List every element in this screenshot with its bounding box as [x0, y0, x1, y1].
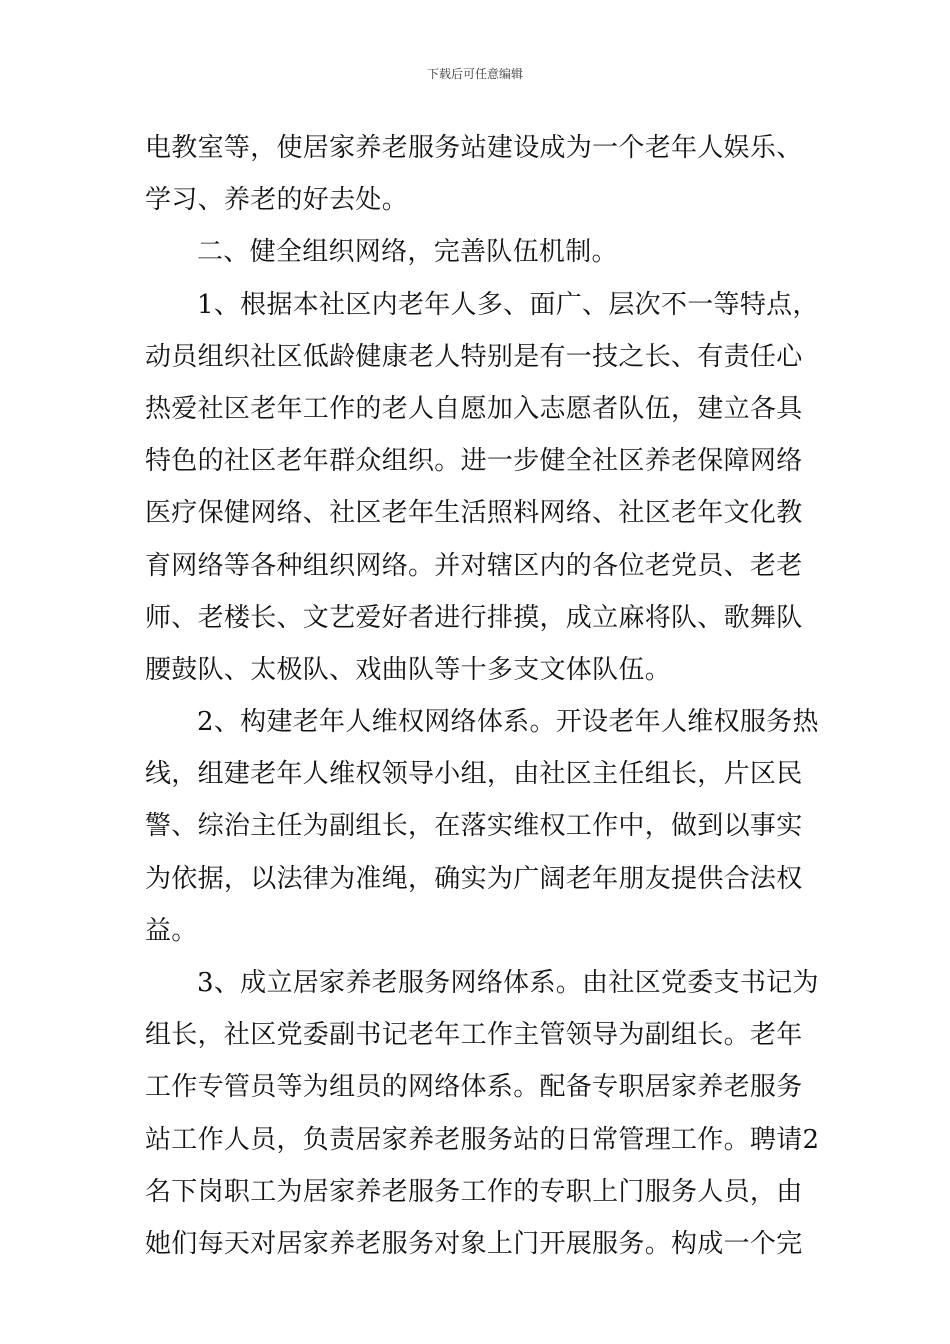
paragraph-start: 1、根据本社区内老年人多、面广、层次不一等特点， [197, 289, 819, 320]
text-line: 动员组织社区低龄健康老人特别是有一技之长、有责任心 [145, 341, 803, 372]
text-line: 育网络等各种组织网络。并对辖区内的各位老党员、老老 [145, 550, 803, 581]
document-body [145, 122, 820, 1270]
text-line: 名下岗职工为居家养老服务工作的专职上门服务人员，由 [145, 1176, 803, 1207]
text-line: 警、综治主任为副组长，在落实维权工作中，做到以事实 [145, 811, 803, 842]
text-line: 腰鼓队、太极队、戏曲队等十多支文体队伍。 [145, 654, 672, 685]
text-line: 医疗保健网络、社区老年生活照料网络、社区老年文化教 [145, 498, 803, 529]
text-line: 工作专管员等为组员的网络体系。配备专职居家养老服务 [145, 1072, 803, 1103]
text-line: 线，组建老年人维权领导小组，由社区主任组长，片区民 [145, 759, 803, 790]
text-line: 为依据，以法律为准绳，确实为广阔老年朋友提供合法权 [145, 863, 803, 894]
text-line: 热爱社区老年工作的老人自愿加入志愿者队伍，建立各具 [145, 393, 803, 424]
text-line: 特色的社区老年群众组织。进一步健全社区养老保障网络 [145, 446, 803, 477]
text-line: 她们每天对居家养老服务对象上门开展服务。构成一个完 [145, 1228, 803, 1259]
page-header: 下载后可任意编辑 [426, 67, 523, 81]
text-line: 电教室等，使居家养老服务站建设成为一个老年人娱乐、 [145, 133, 803, 163]
text-line: 学习、养老的好去处。 [145, 185, 409, 216]
text-line: 组长，社区党委副书记老年工作主管领导为副组长。老年 [145, 1020, 803, 1051]
section-heading: 二、健全组织网络，完善队伍机制。 [197, 237, 618, 268]
text-line: 师、老楼长、文艺爱好者进行排摸，成立麻将队、歌舞队 [145, 602, 803, 633]
text-line: 益。 [145, 915, 198, 946]
text-line: 站工作人员，负责居家养老服务站的日常管理工作。聘请2 [145, 1124, 820, 1155]
paragraph-start: 3、成立居家养老服务网络体系。由社区党委支书记为 [197, 968, 819, 998]
paragraph-start: 2、构建老年人维权网络体系。开设老年人维权服务热 [197, 707, 819, 738]
